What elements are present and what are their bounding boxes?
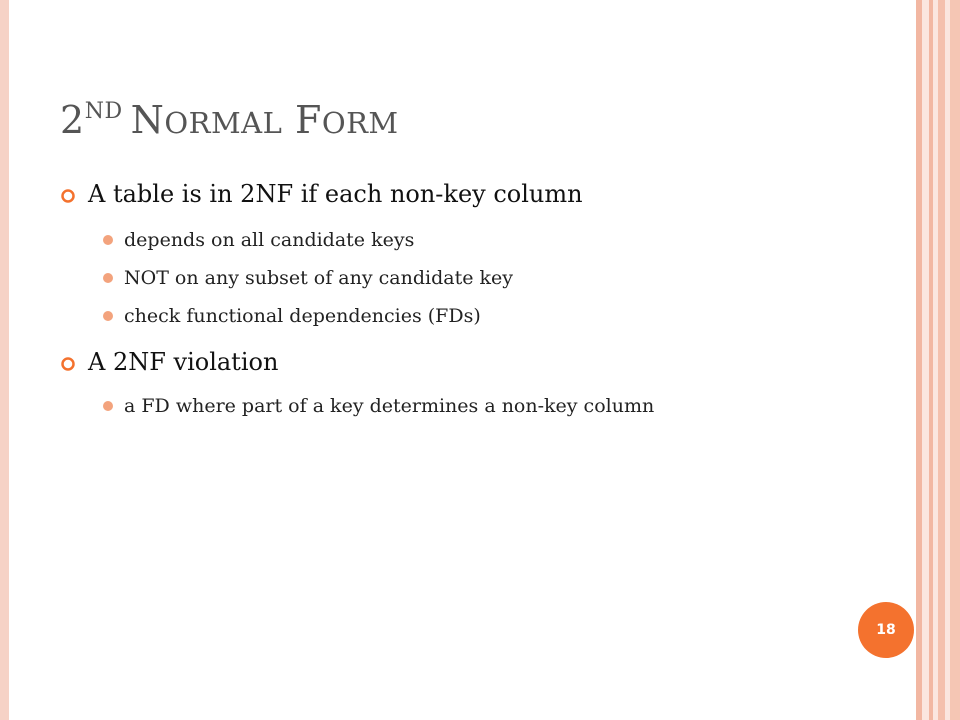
filled-circle-bullet-icon [103,273,113,283]
page-number-badge [858,602,914,658]
title-initial: F [294,98,322,142]
left-border-decoration [0,0,9,720]
filled-circle-bullet-icon [103,235,113,245]
open-circle-bullet-icon [60,188,76,204]
sub-bullet-text: check functional dependencies (FDs) [124,305,481,327]
filled-circle-bullet-icon [103,311,113,321]
bullet-text: A 2NF violation [88,348,279,376]
stripe [950,0,960,720]
title-number: 2 [60,98,85,142]
sub-bullet-text: depends on all candidate keys [124,229,415,251]
title-smallcaps: ORM [321,106,399,140]
sub-bullet-text: NOT on any subset of any candidate key [124,267,513,289]
page-number: 18 [876,622,896,638]
title-superscript: ND [84,99,123,124]
stripe [938,0,945,720]
open-circle-bullet-icon [60,356,76,372]
filled-circle-bullet-icon [103,401,113,411]
title-smallcaps: ORMAL [164,106,283,140]
title-initial: N [130,98,165,142]
sub-bullet-text: a FD where part of a key determines a non-key column [124,395,655,417]
bullet-text: A table is in 2NF if each non-key column [88,180,583,208]
slide-title [60,98,399,142]
stripe [922,0,929,720]
